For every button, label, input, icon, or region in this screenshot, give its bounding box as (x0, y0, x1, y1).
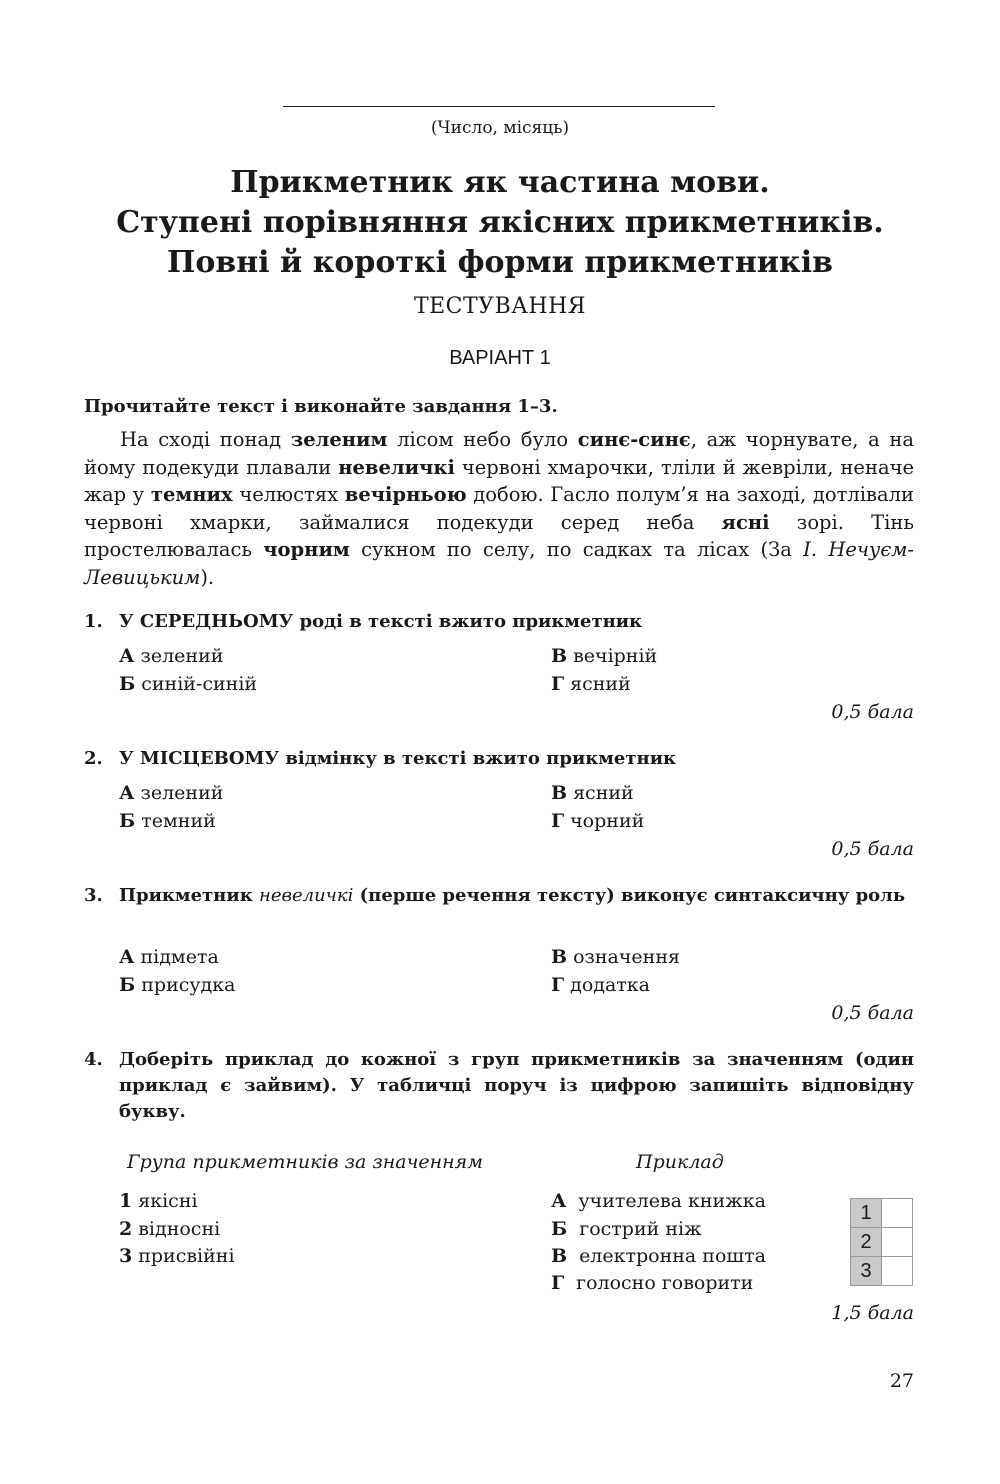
passage-text: добою. Гасло полум’я на заході, дотлівали червоні хмарки, займалися подекуди серед неба (84, 483, 915, 534)
option-text: присудка (141, 974, 236, 996)
option-letter: В (551, 645, 568, 667)
option-v[interactable] (551, 645, 657, 667)
example-letter: Б (551, 1218, 568, 1240)
example-b (551, 1218, 702, 1240)
option-letter: Г (551, 974, 565, 996)
passage-text: ). (200, 565, 215, 589)
group-item-1 (119, 1190, 198, 1212)
page-title (0, 163, 1000, 283)
reading-passage (84, 426, 914, 592)
option-letter: Б (119, 810, 136, 832)
question-number: 4. (84, 1049, 103, 1070)
answer-row (851, 1199, 913, 1228)
answer-row (851, 1228, 913, 1257)
answer-cell[interactable] (882, 1228, 913, 1257)
option-text: зелений (140, 782, 224, 804)
example-letter: А (551, 1190, 567, 1212)
group-text: присвійні (138, 1245, 235, 1267)
example-text: гострий ніж (579, 1218, 702, 1240)
option-text: ясний (570, 673, 631, 695)
option-g[interactable] (551, 810, 644, 832)
variant-heading: ВАРІАНТ 1 (449, 347, 551, 369)
passage-text: сукном по селу, по садках та лісах (За (349, 538, 804, 562)
title-line-1: Прикметник як частина мови. (230, 165, 770, 200)
example-v (551, 1245, 766, 1267)
option-letter: В (551, 946, 568, 968)
option-b[interactable] (119, 974, 235, 996)
example-letter: Г (551, 1272, 565, 1294)
question-text-part: (перше речення тексту) виконує синтаксичну роль (353, 885, 906, 906)
example-text: електронна пошта (579, 1245, 766, 1267)
question-1 (84, 609, 914, 635)
points-label: 1,5 бала (831, 1302, 914, 1324)
title-line-3: Повні й короткі форми прикметників (167, 245, 833, 280)
question-text-italic: невеличкі (258, 885, 354, 906)
option-letter: Б (119, 974, 136, 996)
option-text: ясний (573, 782, 634, 804)
passage-adjective: ясні (721, 510, 770, 534)
group-item-3 (119, 1245, 235, 1267)
passage-adjective: зеленим (290, 428, 388, 451)
question-text-part: Прикметник (119, 885, 259, 906)
option-letter: А (119, 946, 135, 968)
reading-instruction: Прочитайте текст і виконайте завдання 1–3. (84, 396, 558, 417)
question-number: 2. (84, 748, 103, 769)
page-number: 27 (889, 1370, 914, 1392)
option-letter: Г (551, 810, 565, 832)
question-4 (84, 1047, 914, 1125)
question-2 (84, 746, 914, 772)
option-letter: Г (551, 673, 565, 695)
testing-heading: ТЕСТУВАННЯ (413, 294, 587, 319)
question-text: Доберіть приклад до кожної з груп прикметників за значенням (один приклад є зайвим). У табличці поруч із цифрою запишіть відповідну букву. (119, 1049, 914, 1122)
question-text: У МІСЦЕВОМУ відмінку в тексті вжито прикметник (119, 748, 677, 769)
option-text: темний (141, 810, 216, 832)
option-v[interactable] (551, 946, 680, 968)
group-text: якісні (138, 1190, 198, 1212)
date-label: (Число, місяць) (430, 118, 570, 138)
passage-text: червоні хмарочки, тліли й жевріли, неначе жар у (84, 455, 914, 507)
option-text: додатка (570, 974, 651, 996)
passage-adjective: чорним (263, 538, 350, 562)
answer-row (851, 1257, 913, 1286)
question-text (119, 883, 914, 909)
example-letter: В (551, 1245, 568, 1267)
date-write-line[interactable] (283, 106, 715, 107)
option-text: синій-синій (141, 673, 258, 695)
answer-row-number: 3 (851, 1257, 882, 1286)
option-g[interactable] (551, 974, 650, 996)
option-letter: А (119, 645, 135, 667)
points-label: 0,5 бала (831, 838, 914, 860)
group-item-2 (119, 1218, 220, 1240)
option-letter: А (119, 782, 135, 804)
question-number: 3. (84, 885, 103, 906)
option-letter: В (551, 782, 568, 804)
answer-cell[interactable] (882, 1199, 913, 1228)
example-text: учителева книжка (578, 1190, 766, 1212)
passage-adjective: вечірньою (344, 483, 467, 507)
option-b[interactable] (119, 810, 216, 832)
group-text: відносні (138, 1218, 221, 1240)
passage-text: На сході понад (120, 428, 291, 451)
option-b[interactable] (119, 673, 257, 695)
option-text: підмета (140, 946, 219, 968)
example-a (551, 1190, 766, 1212)
question-number: 1. (84, 611, 103, 632)
column-heading-examples: Приклад (636, 1151, 724, 1173)
option-letter: Б (119, 673, 136, 695)
option-g[interactable] (551, 673, 631, 695)
passage-adjective: невеличкі (338, 455, 455, 479)
example-text: голосно говорити (576, 1272, 754, 1294)
example-g (551, 1272, 753, 1294)
title-line-2: Ступені порівняння якісних прикметників. (116, 205, 884, 240)
question-text: У СЕРЕДНЬОМУ роді в тексті вжито прикметник (119, 611, 643, 632)
group-number: 3 (119, 1245, 133, 1267)
group-number: 2 (119, 1218, 133, 1240)
passage-author: І. Нечуєм-Левицьким (84, 538, 914, 589)
option-text: зелений (140, 645, 224, 667)
passage-text: челюстях (232, 483, 345, 507)
passage-text: зорі. Тінь простелювалась (84, 510, 915, 562)
answer-row-number: 1 (851, 1199, 882, 1228)
option-a[interactable] (119, 645, 223, 667)
option-text: означення (573, 946, 680, 968)
group-number: 1 (119, 1190, 133, 1212)
option-text: чорний (570, 810, 645, 832)
points-label: 0,5 бала (831, 701, 914, 723)
passage-text: , аж чорнувате, а на йому подекуди плавали (84, 428, 914, 479)
passage-adjective: темних (150, 483, 233, 507)
column-heading-groups: Група прикметників за значенням (127, 1151, 483, 1173)
question-3 (84, 883, 914, 909)
option-a[interactable] (119, 946, 219, 968)
option-text: вечірній (573, 645, 658, 667)
points-label: 0,5 бала (831, 1002, 914, 1024)
passage-adjective: синє-синє (577, 428, 691, 451)
answer-row-number: 2 (851, 1228, 882, 1257)
answer-cell[interactable] (882, 1257, 913, 1286)
option-v[interactable] (551, 782, 634, 804)
passage-text: лісом небо було (387, 428, 578, 451)
answer-table (850, 1198, 913, 1286)
option-a[interactable] (119, 782, 223, 804)
